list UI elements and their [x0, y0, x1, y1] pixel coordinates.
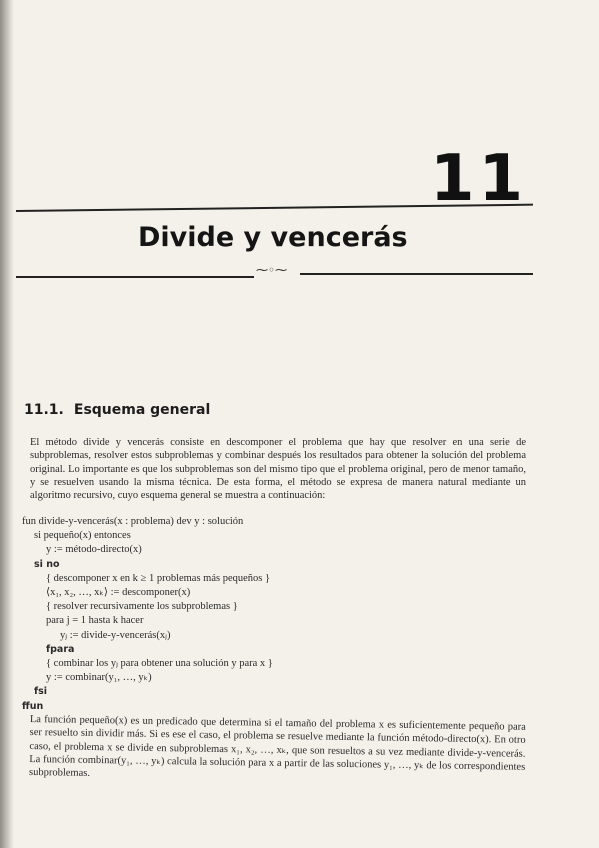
section-heading: [24, 402, 210, 418]
algo-line-fpara: fpara: [46, 643, 75, 655]
section-title: Esquema general: [73, 402, 211, 418]
algorithm-block: [22, 515, 522, 714]
algo-line-descomponer: ⟨x₁, x₂, …, xₖ⟩ := descomponer(x): [46, 587, 191, 599]
algo-line-combinar: y := combinar(y₁, …, yₖ): [46, 672, 152, 684]
section-number: 11.1.: [24, 402, 64, 418]
algo-line-directo: y := método-directo(x): [46, 544, 142, 556]
algo-line-recursive-call: yⱼ := divide-y-vencerás(xⱼ): [60, 629, 171, 641]
page-edge-shadow: [0, 0, 14, 848]
algo-line-comment-combinar: { combinar los yⱼ para obtener una solución y para x }: [46, 658, 273, 670]
chapter-rule-bottom-left: [16, 276, 254, 278]
explanation-paragraph: La función pequeño(x) es un predicado que determina si el tamaño del problema x es suficientemente pequeño para ser resuelto sin dividir más. Si es ese el caso, el problema se resuelve mediante la función método-directo(x). En otro caso, el problema x se divide en subproblemas x₁, x₂, …, xₖ, que son resueltos a su vez mediante divide-y-vencerás. La función combinar(y₁, …, yₖ) calcula la solución para x a partir de las soluciones y₁, …, yₖ de los correspondientes subproblemas.: [28, 713, 526, 780]
chapter-rule-bottom-right: [300, 273, 533, 275]
algo-line-fun: fun divide-y-vencerás(x : problema) dev y : solución: [22, 516, 244, 527]
algo-line-ffun: ffun: [22, 700, 44, 712]
algo-line-fsi: fsi: [34, 686, 48, 698]
algo-line-para: para j = 1 hasta k hacer: [46, 615, 144, 627]
algo-line-comment-resolver: { resolver recursivamente los subproblemas }: [46, 601, 238, 613]
intro-paragraph: El método divide y vencerás consiste en descomponer el problema que hay que resolver en una serie de subproblemas, resolver estos subproblemas y combinar después los resultados para obtener la solución del problema original. Lo importante es que los subproblemas son del mismo tipo que el problema original, pero de menor tamaño, y se resuelven usando la misma técnica. De esta forma, el método se expresa de manera natural mediante un algoritmo recursivo, cuyo esquema general se muestra a continuación:: [30, 437, 526, 502]
chapter-number: 11: [429, 142, 527, 216]
algo-line-sino: si no: [34, 558, 60, 570]
algo-line-comment-descomponer: { descomponer x en k ≥ 1 problemas más pequeños }: [46, 572, 271, 584]
algo-line-si: si pequeño(x) entonces: [34, 530, 131, 542]
chapter-title: Divide y vencerás: [138, 222, 408, 253]
ornament-icon: ⁓◦⁓: [256, 263, 288, 277]
